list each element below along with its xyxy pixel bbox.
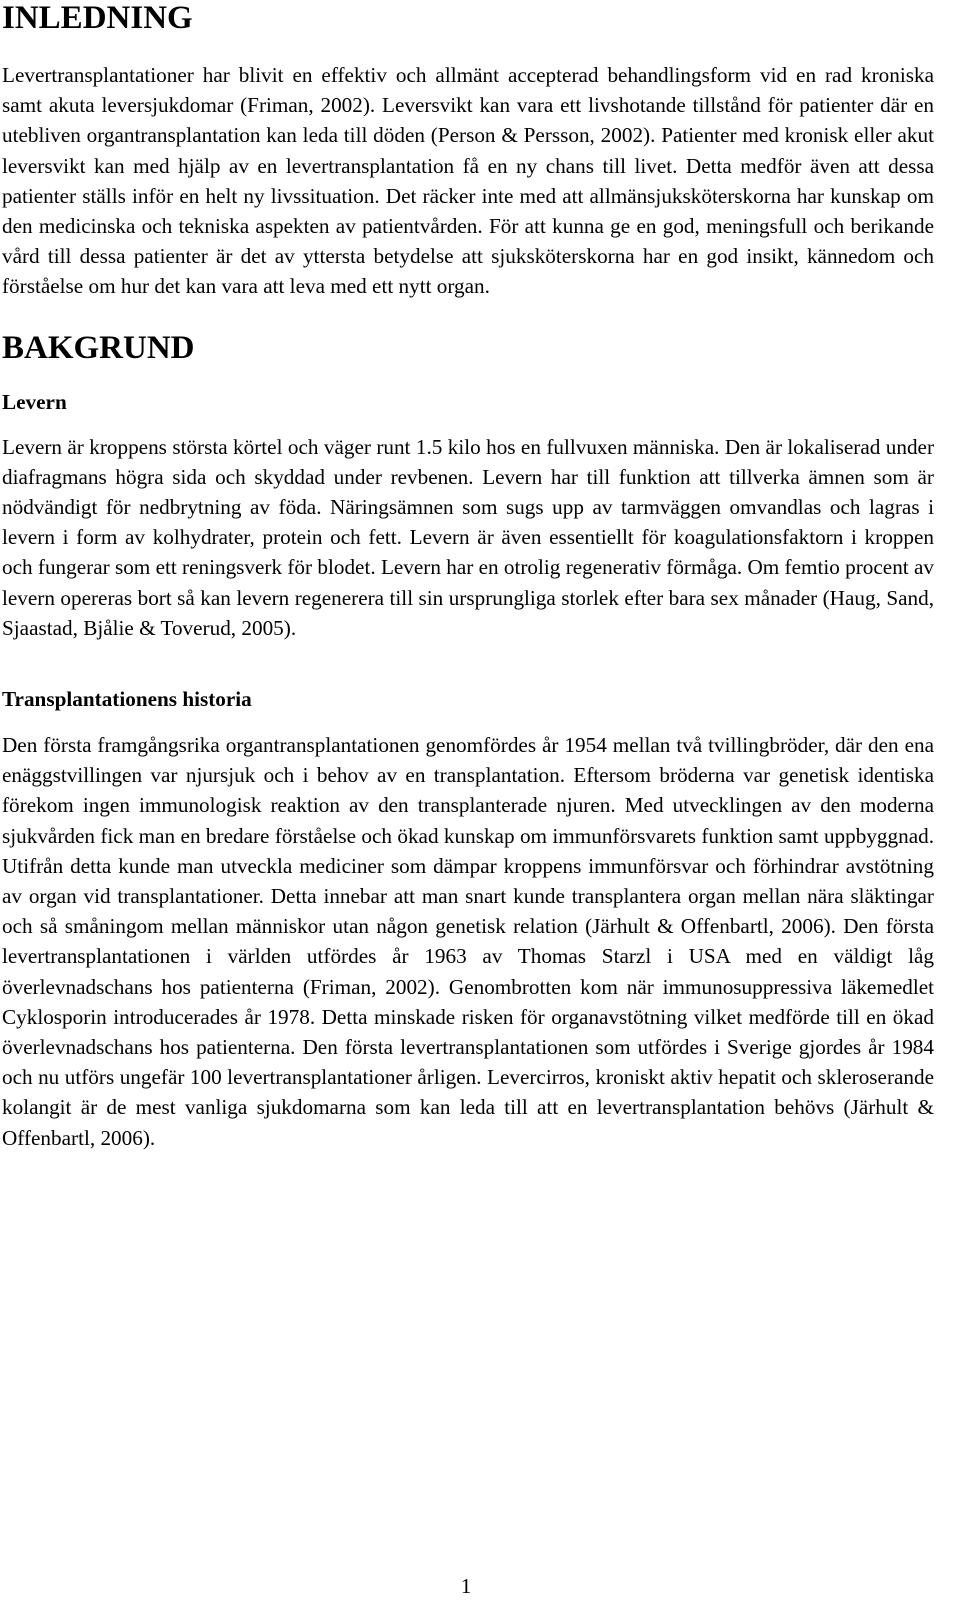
subheading-levern: Levern [2,389,67,414]
heading-inledning: INLEDNING [2,0,193,36]
liver-paragraph: Levern är kroppens största körtel och väger runt 1.5 kilo hos en fullvuxen människa. Den är lokaliserad under diafragmans högra sida och skyddad under revbenen. Levern har till funktion att tillverka ämnen som är nödvändigt för nedbrytning av föda. Näringsämnen som sugs upp av tarmväggen omvandlas och lagras i levern i form av kolhydrater, protein och fett. Levern är även essentiellt för koagulationsfaktorn i kroppen och fungerar som ett reningsverk för blodet. Levern har en otrolig regenerativ förmåga. Om femtio procent av levern opereras bort så kan levern regenerera till sin ursprungliga storlek efter bara sex månader (Haug, Sand, Sjaastad, Bjålie & Toverud, 2005). [2,434,934,640]
subheading-transplantation-history: Transplantationens historia [2,687,252,712]
page-number: 1 [460,1574,472,1598]
history-paragraph: Den första framgångsrika organtransplantationen genomfördes år 1954 mellan två tvillingbröder, där den ena enäggstvillingen var njursjuk och i behov av en transplantation. Eftersom bröderna var genetisk identiska förekom ingen immunologisk reaktion av den transplanterade njuren. Med utvecklingen av den moderna sjukvården fick man en bredare förståelse och ökad kunskap om immunförsvarets funktion samt uppbyggnad. Utifrån detta kunde man utveckla mediciner som dämpar kroppens immunförsvar och förhindrar avstötning av organ vid transplantationer. Detta innebar att man snart kunde transplantera organ mellan nära släktingar och så småningom mellan människor utan någon genetisk relation (Järhult & Offenbartl, 2006). Den första levertransplantationen i världen utfördes år 1963 av Thomas Starzl i USA med en väldigt låg överlevnadschans hos patienterna (Friman, 2002). Genombrotten kom när immunosuppressiva läkemedlet Cyklosporin introducerades år 1978. Detta minskade risken för organavstötning vilket medförde till en ökad överlevnadschans hos patienterna. Den första levertransplantationen som utfördes i Sverige gjordes år 1984 och nu utförs ungefär 100 levertransplantationer årligen. Levercirros, kroniskt aktiv hepatit och skleroserande kolangit är de mest vanliga sjukdomarna som kan leda till att en levertransplantation behövs (Järhult & Offenbartl, 2006). [2,733,934,1150]
document-page [2,0,934,1153]
heading-bakgrund: BAKGRUND [2,329,195,366]
intro-paragraph: Levertransplantationer har blivit en effektiv och allmänt accepterad behandlingsform vid en rad kroniska samt akuta leversjukdomar (Friman, 2002). Leversvikt kan vara ett livshotande tillstånd för patienter där en utebliven organtransplantation kan leda till döden (Person & Persson, 2002). Patienter med kronisk eller akut leversvikt kan med hjälp av en levertransplantation få en ny chans till livet. Detta medför även att dessa patienter ställs inför en helt ny livssituation. Det räcker inte med att allmänsjuksköterskorna har kunskap om den medicinska och tekniska aspekten av patientvården. För att kunna ge en god, meningsfull och berikande vård till dessa patienter är det av yttersta betydelse att sjuksköterskorna har en god insikt, kännedom och förståelse om hur det kan vara att leva med ett nytt organ. [2,63,934,299]
